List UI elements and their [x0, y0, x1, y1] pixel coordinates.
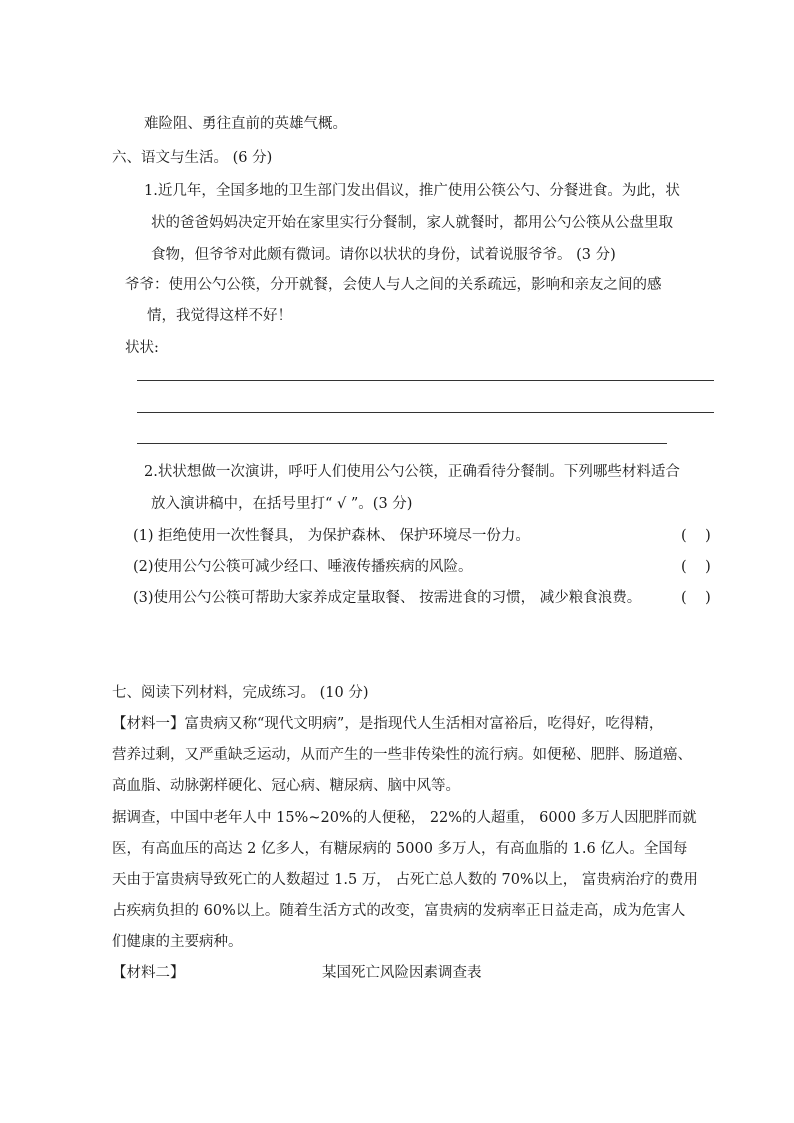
material-two-table-title: 某国死亡风险因素调查表 — [322, 965, 482, 981]
question-1-line-3: 食物，但爷爷对此颇有微词。请你以状状的身份，试着说服爷爷。 (3 分) — [151, 247, 616, 263]
option-1-answer-box[interactable]: ( ) — [681, 528, 711, 544]
option-3-answer-box[interactable]: ( ) — [681, 590, 711, 606]
material-one-line-2: 营养过剩，又严重缺乏运动，从而产生的一些非传染性的流行病。如便秘、肥胖、肠道癌、 — [112, 747, 692, 763]
material-one-line-3: 高血脂、动脉粥样硬化、冠心病、糖尿病、脑中风等。 — [112, 778, 460, 794]
question-2-line-2: 放入演讲稿中，在括号里打“ √ ”。(3 分) — [151, 496, 413, 512]
answer-line-2[interactable] — [137, 412, 714, 413]
question-1-line-1: 1.近几年，全国多地的卫生部门发出倡议，推广使用公筷公勺、分餐进食。为此，状 — [144, 183, 680, 199]
survey-line-5: 们健康的主要病种。 — [112, 934, 243, 950]
option-3: (3)使用公勺公筷可帮助大家养成定量取餐、 按需进食的习惯， 减少粮食浪费。 — [133, 590, 642, 606]
answer-line-1[interactable] — [137, 380, 714, 381]
section-six-heading: 六、语文与生活。 (6 分) — [112, 150, 273, 166]
grandpa-quote-line-2: 情，我觉得这样不好！ — [147, 308, 292, 324]
option-2: (2)使用公勺公筷可减少经口、唾液传播疾病的风险。 — [133, 559, 473, 575]
material-two-label: 【材料二】 — [112, 965, 185, 981]
grandpa-quote-line-1: 爷爷：使用公勺公筷，分开就餐，会使人与人之间的关系疏远，影响和亲友之间的感 — [125, 277, 662, 293]
survey-line-4: 占疾病负担的 60%以上。随着生活方式的改变，富贵病的发病率正日益走高，成为危害人 — [112, 903, 686, 919]
option-1: (1) 拒绝使用一次性餐具， 为保护森林、 保护环境尽一份力。 — [133, 528, 530, 544]
option-2-answer-box[interactable]: ( ) — [681, 559, 711, 575]
survey-line-3: 天由于富贵病导致死亡的人数超过 1.5 万， 占死亡总人数的 70%以上， 富贵病治疗的费用 — [112, 872, 698, 888]
survey-line-2: 医，有高血压的高达 2 亿多人，有糖尿病的 5000 多万人，有高血脂的 1.6 亿人。全国每 — [112, 841, 688, 857]
section-seven-heading: 七、阅读下列材料，完成练习。 (10 分) — [112, 685, 369, 701]
question-2-line-1: 2.状状想做一次演讲，呼吁人们使用公勺公筷，正确看待分餐制。下列哪些材料适合 — [144, 464, 680, 480]
zhuangzhuang-label: 状状: — [125, 340, 159, 356]
answer-line-3[interactable] — [137, 443, 667, 444]
question-1-line-2: 状的爸爸妈妈决定开始在家里实行分餐制，家人就餐时，都用公勺公筷从公盘里取 — [151, 215, 673, 231]
text-line: 难险阻、勇往直前的英雄气概。 — [144, 116, 347, 132]
survey-line-1: 据调查，中国中老年人中 15%~20%的人便秘， 22%的人超重， 6000 多万人因肥胖而就 — [112, 810, 697, 826]
material-one-line-1: 【材料一】富贵病又称“现代文明病”，是指现代人生活相对富裕后，吃得好，吃得精， — [112, 716, 664, 732]
